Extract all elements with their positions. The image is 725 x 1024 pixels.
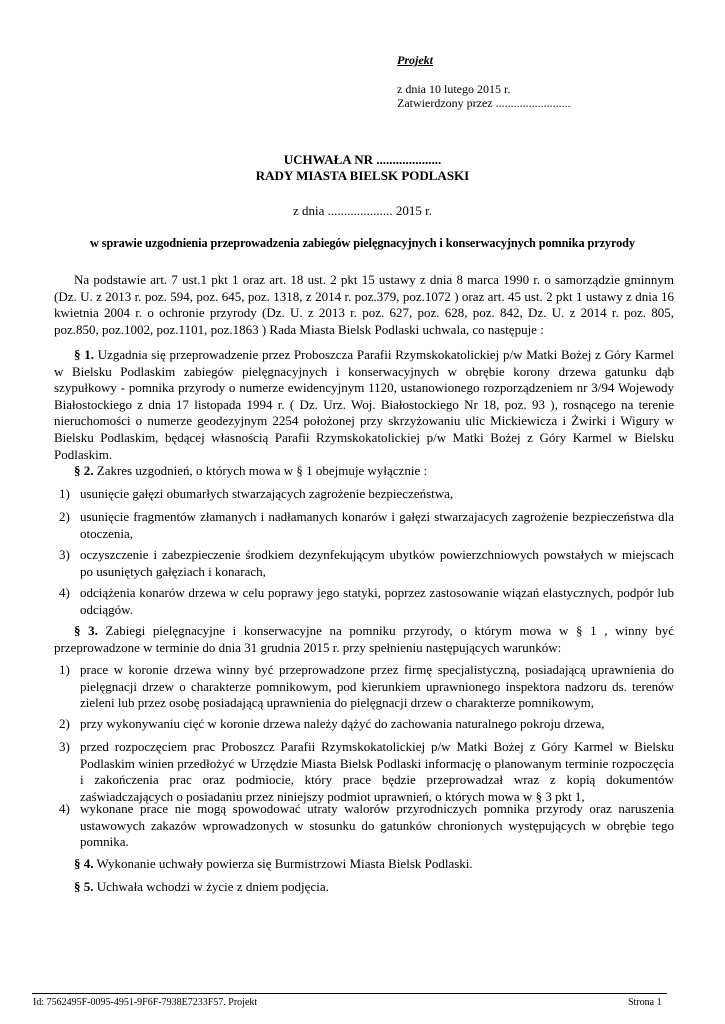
section-1 bbox=[54, 347, 674, 463]
section-2-item-4 bbox=[59, 585, 674, 618]
list-number: 4) bbox=[59, 801, 70, 816]
list-number: 3) bbox=[59, 547, 70, 562]
list-number: 1) bbox=[59, 486, 70, 501]
footer-divider bbox=[32, 993, 667, 994]
section-1-label: § 1. bbox=[74, 347, 94, 362]
section-3-item-4 bbox=[59, 801, 674, 851]
page-number: Strona 1 bbox=[628, 997, 662, 1008]
section-5-label: § 5. bbox=[74, 879, 94, 894]
section-2 bbox=[54, 463, 674, 480]
list-text: odciążenia konarów drzewa w celu poprawy jego statyki, poprzez zastosowanie wiązań elastycznych, podpór lub odciągów. bbox=[80, 585, 674, 617]
section-5 bbox=[54, 879, 674, 896]
list-text: prace w koronie drzewa winny być przeprowadzone przez firmę specjalistyczną, posiadającą uprawnienia do pielęgnacji drzew o charakterze pomnikowym, pod kierunkiem uprawnionego inspektora nadzoru ds. terenów zieleni lub przez osobę posiadającą uprawnienia do pielęgnacji drzew o charakterze pomnikowym, bbox=[80, 662, 674, 711]
section-3 bbox=[54, 623, 674, 656]
section-2-item-3 bbox=[59, 547, 674, 580]
section-3-item-3 bbox=[59, 739, 674, 805]
list-text: oczyszczenie i zabezpieczenie środkiem dezynfekującym ubytków powierzchniowych powstałych w miejscach po usuniętych gałęziach i konarach, bbox=[80, 547, 674, 579]
list-text: wykonane prace nie mogą spowodować utraty walorów przyrodniczych pomnika przyrody oraz naruszenia ustawowych zakazów wprowadzonych w stosunku do gatunków chronionych występujących w obrębie tego pomnika. bbox=[80, 801, 674, 850]
legal-basis-paragraph bbox=[54, 272, 674, 338]
section-3-item-2 bbox=[59, 716, 674, 733]
list-number: 3) bbox=[59, 739, 70, 754]
approved-by: Zatwierdzony przez ......................... bbox=[397, 96, 571, 110]
resolution-subject: w sprawie uzgodnienia przeprowadzenia zabiegów pielęgnacyjnych i konserwacyjnych pomnika przyrody bbox=[90, 236, 635, 250]
resolution-date: z dnia .................... 2015 r. bbox=[292, 203, 432, 218]
document-date: z dnia 10 lutego 2015 r. bbox=[397, 82, 511, 96]
list-number: 4) bbox=[59, 585, 70, 600]
list-number: 1) bbox=[59, 662, 70, 677]
section-2-text: Zakres uzgodnień, o których mowa w § 1 obejmuje wyłącznie : bbox=[96, 463, 428, 478]
list-text: przed rozpoczęciem prac Proboszcz Parafii Rzymskokatolickiej p/w Matki Bożej z Góry Karmel w Bielsku Podlaskim winien przedłożyć w Urzędzie Miasta Bielsk Podlaski informację o planowanym terminie rozpoczęcia i zakończenia prac oraz podmiocie, który prace będzie przeprowadzał wraz z kopią dokumentów zaświadczających o posiadaniu przez niniejszy podmiot uprawnień, o których mowa w § 3 pkt 1, bbox=[80, 739, 674, 804]
projekt-label: Projekt bbox=[397, 53, 433, 67]
section-4 bbox=[54, 856, 674, 873]
section-4-text: Wykonanie uchwały powierza się Burmistrzowi Miasta Bielsk Podlaski. bbox=[96, 856, 473, 871]
section-1-text: Uzgadnia się przeprowadzenie przez Proboszcza Parafii Rzymskokatolickiej p/w Matki Bożej z Góry Karmel w Bielsku Podlaskim zabiegów pielęgnacyjnych i konserwacyjnych w obrębie korony drzewa gatunku dąb szypułkowy - pomnika przyrody o numerze ewidencyjnym 1120, ustanowionego rozporządzeniem nr 3/94 Wojewody Białostockiego z dnia 17 listopada 1994 r. ( Dz. Urz. Woj. Białostockiego Nr 18, poz. 93 ), rosnącego na terenie nieruchomości o numerze geodezyjnym 2254 położonej przy skrzyżowaniu ulic Mickiewicza i Żwirki i Wigury w Bielsku Podlaskim, będącej własnością Parafii Rzymskokatolickiej p/w Matki Bożej z Góry Karmel w Bielsku Podlaskim. bbox=[54, 347, 675, 462]
section-2-item-1 bbox=[59, 486, 674, 503]
section-3-label: § 3. bbox=[74, 623, 98, 638]
legal-basis-text: Na podstawie art. 7 ust.1 pkt 1 oraz art. 18 ust. 2 pkt 15 ustawy z dnia 8 marca 1990 r. o samorządzie gminnym (Dz. U. z 2013 r. poz. 594, poz. 645, poz. 1318, z 2014 r. poz.379, poz.1072 ) oraz art. 45 ust. 2 pkt 1 ustawy z dnia 16 kwietnia 2004 r. o ochronie przyrody (Dz. U. z 2013 r. poz. 627, poz. 628, poz. 842, Dz. U. z 2014 r. poz. 805, poz.850, poz.1002, poz.1101, poz.1863 ) Rada Miasta Bielsk Podlaski uchwala, co następuje : bbox=[54, 272, 674, 337]
section-3-item-1 bbox=[59, 662, 674, 712]
section-3-text: Zabiegi pielęgnacyjne i konserwacyjne na pomniku przyrody, o którym mowa w § 1 , winny być przeprowadzone w terminie do dnia 31 grudnia 2015 r. przy spełnieniu następujących warunków: bbox=[54, 623, 675, 655]
section-2-item-2 bbox=[59, 509, 674, 542]
list-number: 2) bbox=[59, 716, 70, 731]
section-4-label: § 4. bbox=[74, 856, 94, 871]
list-text: usunięcie gałęzi obumarłych stwarzających zagrożenie bezpieczeństwa, bbox=[80, 486, 454, 501]
resolution-number: UCHWAŁA NR .................... bbox=[283, 152, 442, 167]
council-name: RADY MIASTA BIELSK PODLASKI bbox=[255, 168, 470, 183]
section-5-text: Uchwała wchodzi w życie z dniem podjęcia. bbox=[96, 879, 329, 894]
list-number: 2) bbox=[59, 509, 70, 524]
list-text: przy wykonywaniu cięć w koronie drzewa należy dążyć do zachowania naturalnego pokroju drzewa, bbox=[80, 716, 605, 731]
list-text: usunięcie fragmentów złamanych i nadłamanych konarów i gałęzi stwarzajacych zagrożenie bezpieczeństwa dla otoczenia, bbox=[80, 509, 674, 541]
section-2-label: § 2. bbox=[74, 463, 94, 478]
document-id: Id: 7562495F-0095-4951-9F6F-7938E7233F57. Projekt bbox=[33, 997, 258, 1008]
